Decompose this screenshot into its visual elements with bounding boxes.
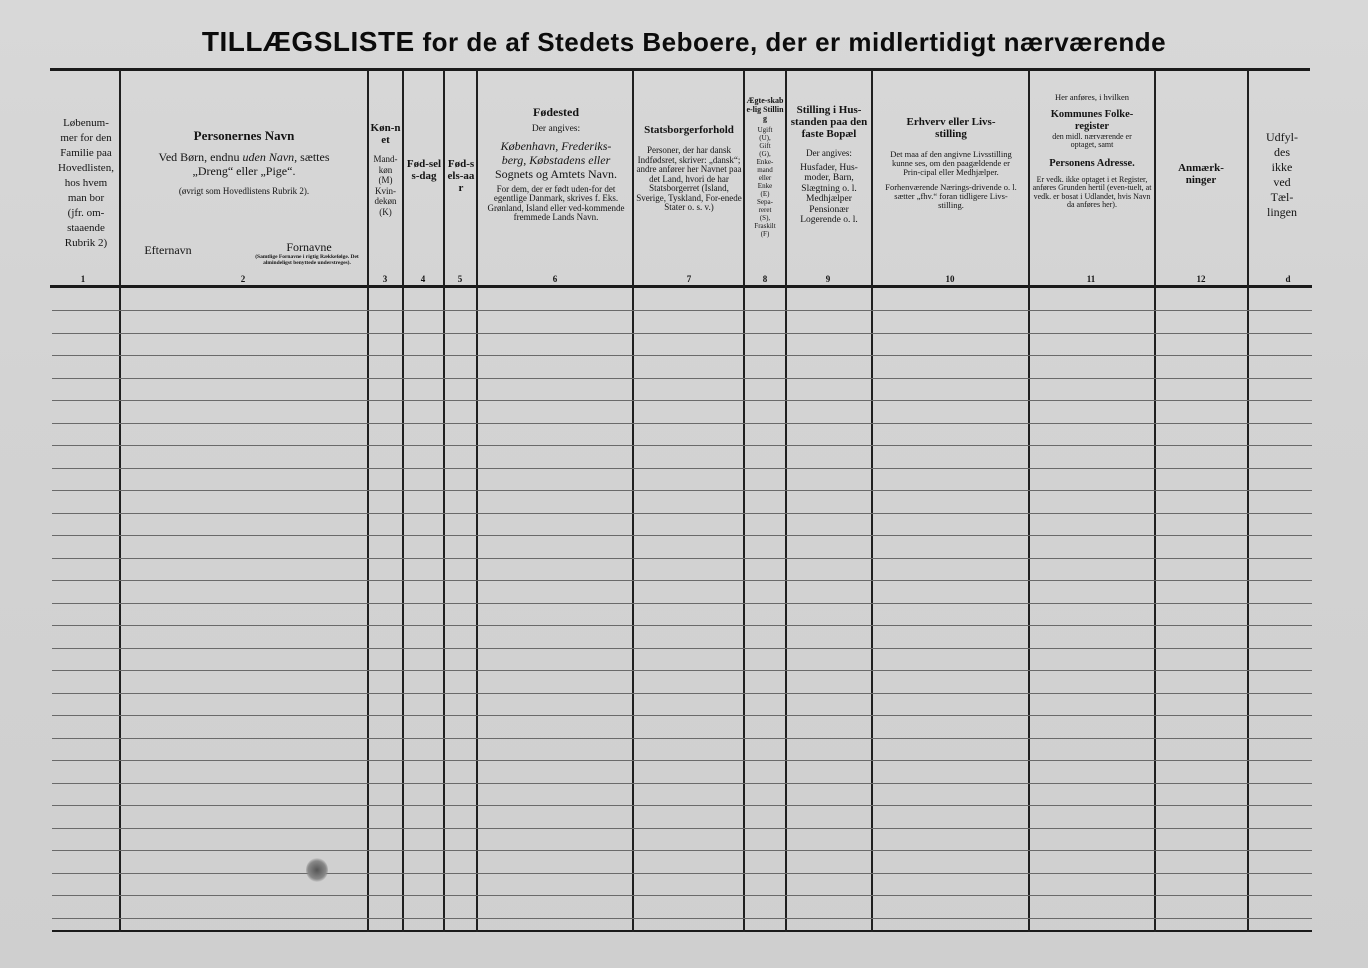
form-row-line [52, 513, 1312, 514]
column-header-4 [406, 158, 442, 182]
column-1-line: mer for den [60, 132, 112, 144]
form-row-line [52, 378, 1312, 379]
column-1-line: Hovedlisten, [58, 162, 114, 174]
column-11-heading: Kommunes Folke-register [1050, 108, 1134, 132]
column-divider [402, 70, 404, 932]
column-4-heading: Fød-sels-dag [406, 158, 442, 182]
column-7-text: Personer, der har dansk Indfødsret, skriver: „dansk“; andre anfører her Navnet paa det Land, hvori de har Statsborgerret (Island, Sverige, Tyskland, For-enede Stater o. s. v.) [636, 145, 742, 212]
column-header-7 [634, 124, 744, 213]
form-title-lead: TILLÆGSLISTE [201, 26, 415, 57]
column-10-text2: Forhenværende Nærings-drivende o. l. sætter „fhv.“ foran tidligere Livs-stilling. [885, 182, 1017, 210]
column-8-line: (U), [759, 134, 771, 142]
column-9-text: Husfader, Hus-moder, Barn, Slægtning o. l. Medhjælper Pensionær Logerende o. l. [800, 162, 858, 225]
column-header-9 [788, 104, 870, 226]
column-header-11 [1032, 92, 1152, 210]
form-row-line [52, 783, 1312, 784]
column-number-2: 2 [240, 274, 246, 284]
column-header-2 [122, 128, 366, 197]
column-number-3: 3 [382, 274, 388, 284]
column-1-line: Løbenum- [63, 117, 109, 129]
column-2-heading: Personernes Navn [193, 128, 295, 143]
column-divider [476, 70, 478, 932]
column-8-line: Sepa- [757, 198, 773, 206]
column-2-line1-italic: uden Navn, [242, 150, 298, 164]
column-header-1 [52, 116, 120, 251]
column-8-line: eller [758, 174, 772, 182]
column-8-line: Fraskilt [754, 222, 776, 230]
column-12-heading: Anmærk-ninger [1178, 162, 1224, 186]
column-11-text: Er vedk. ikke optaget i et Register, anføres Grunden hertil (even-tuelt, at vedk. er bosat i Udlandet, hvis Navn da anføres her). [1032, 174, 1152, 209]
column-11-top: Her anføres, i hvilken [1054, 92, 1130, 102]
column-9-sub: Der angives: [806, 148, 852, 158]
column-1-line: Familie paa [60, 147, 112, 159]
form-row-line [52, 850, 1312, 851]
form-row-line [52, 760, 1312, 761]
column-10-heading: Erhverv eller Livs-stilling [906, 116, 996, 140]
column-3-line: køn [378, 164, 393, 175]
column-6-note: For dem, der er født uden-for det egentlige Danmark, skrives f. Eks. Grønland, Island eller ved-kommende fremmede Lands Navn. [487, 183, 625, 222]
top-rule [50, 68, 1310, 71]
column-divider [1028, 70, 1030, 932]
column-d-line: des [1274, 145, 1290, 159]
form-row-line [52, 535, 1312, 536]
column-8-line: Enke [757, 182, 773, 190]
column-divider [1154, 70, 1156, 932]
column-header-12 [1170, 162, 1232, 186]
column-3-line: (M) [378, 175, 393, 185]
form-row-line [52, 828, 1312, 829]
column-number-1: 1 [80, 274, 86, 284]
form-row-line [52, 580, 1312, 581]
column-d-line: Udfyl- [1266, 130, 1298, 144]
column-number-11: 11 [1086, 274, 1096, 284]
column-header-3 [369, 122, 402, 217]
column-divider [443, 70, 445, 932]
form-row-line [52, 738, 1312, 739]
form-row-line [52, 333, 1312, 334]
form-row-line [52, 895, 1312, 896]
form-row-line [52, 670, 1312, 671]
form-row-line [52, 603, 1312, 604]
column-9-heading: Stilling i Hus-standen paa den faste Bopæl [790, 104, 868, 140]
column-1-line: man bor [67, 192, 105, 204]
column-number-5: 5 [457, 274, 463, 284]
column-number-7: 7 [686, 274, 692, 284]
column-8-heading: Ægte-skabe-lig Stilling [746, 96, 784, 123]
column-divider [1247, 70, 1249, 932]
column-divider [785, 70, 787, 932]
column-8-line: Gift [759, 142, 771, 150]
column-7-heading: Statsborgerforhold [644, 124, 734, 136]
column-header-6 [480, 106, 632, 223]
column-8-line: reret [758, 206, 772, 214]
header-rule [50, 285, 1312, 288]
column-8-line: Ugift [757, 126, 773, 134]
column-2-note: (øvrigt som Hovedlistens Rubrik 2). [178, 186, 310, 196]
column-number-12: 12 [1196, 274, 1206, 284]
column-d-line: ikke [1271, 160, 1293, 174]
column-number-d: d [1285, 274, 1291, 284]
column-1-line: staaende [67, 222, 105, 234]
column-6-heading: Fødested [533, 106, 579, 119]
column-1-line: (jfr. om- [67, 207, 105, 219]
column-2-sub-right: Fornavne [286, 240, 332, 254]
column-number-10: 10 [945, 274, 955, 284]
form-row-line [52, 423, 1312, 424]
form-row-line [52, 400, 1312, 401]
form-row-line [52, 310, 1312, 311]
column-6-italic-line: berg, Købstadens eller [501, 152, 611, 167]
column-number-9: 9 [825, 274, 831, 284]
column-5-heading: Fød-sels-aar [447, 158, 475, 194]
column-2-line1-end: sættes [300, 150, 330, 164]
column-10-text1: Det maa af den angivne Livsstilling kunne ses, om den paagældende er Prin-cipal eller Medhjælper. [890, 149, 1012, 177]
column-d-line: lingen [1267, 205, 1297, 219]
column-8-line: (F) [760, 230, 770, 238]
column-3-heading: Køn-net [370, 122, 401, 146]
column-d-line: Tæl- [1270, 190, 1294, 204]
column-2-sub-right-note: (Samtlige Fornavne i rigtig Rækkefølge. Det almindeligst benyttede understreges). [255, 254, 359, 266]
column-2-line1 [122, 150, 366, 164]
column-8-line: (E) [760, 190, 770, 198]
column-number-6: 6 [552, 274, 558, 284]
form-row-line [52, 625, 1312, 626]
ink-smudge [306, 858, 328, 882]
column-8-line: (S), [759, 214, 771, 222]
form-row-line [52, 355, 1312, 356]
column-6-italic-line: København, Frederiks- [500, 138, 612, 153]
form-title [0, 26, 1368, 58]
column-1-line: hos hvem [64, 177, 108, 189]
form-row-line [52, 445, 1312, 446]
column-8-line: mand [757, 166, 773, 174]
form-row-line [52, 558, 1312, 559]
form-row-line [52, 805, 1312, 806]
column-number-4: 4 [420, 274, 426, 284]
column-6-sub: Der angives: [531, 124, 581, 134]
column-2-line1-text: Ved Børn, endnu [158, 150, 240, 164]
column-3-line: dekøn [374, 196, 397, 206]
form-title-rest: for de af Stedets Beboere, der er midlertidigt nærværende [422, 27, 1167, 57]
column-header-10 [884, 116, 1018, 210]
form-row-line [52, 873, 1312, 874]
form-row-line [52, 715, 1312, 716]
column-2-line2: „Dreng“ eller „Pige“. [192, 164, 296, 178]
column-header-d [1252, 130, 1312, 220]
bottom-rule [52, 930, 1312, 932]
column-11-heading2: Personens Adresse. [1049, 157, 1135, 169]
form-row-line [52, 648, 1312, 649]
column-2-sub-left: Efternavn [144, 243, 192, 257]
form-row-line [52, 468, 1312, 469]
form-row-line [52, 918, 1312, 919]
column-3-line: (K) [379, 206, 392, 217]
column-1-line: Rubrik 2) [64, 237, 108, 249]
column-number-8: 8 [762, 274, 768, 284]
column-header-8 [746, 96, 784, 238]
column-header-5 [446, 158, 476, 194]
column-divider [871, 70, 873, 932]
column-8-line: Enke- [756, 158, 774, 166]
column-3-line: Mand- [373, 154, 398, 164]
column-6-mixed: Sognets og Amtets Navn. [495, 166, 617, 181]
form-row-line [52, 490, 1312, 491]
column-11-sub: den midl. nærværende er optaget, samt [1052, 131, 1132, 149]
form-row-line [52, 693, 1312, 694]
column-d-line: ved [1273, 175, 1291, 189]
column-8-line: (G), [759, 150, 771, 158]
column-3-line: Kvin- [375, 185, 396, 196]
